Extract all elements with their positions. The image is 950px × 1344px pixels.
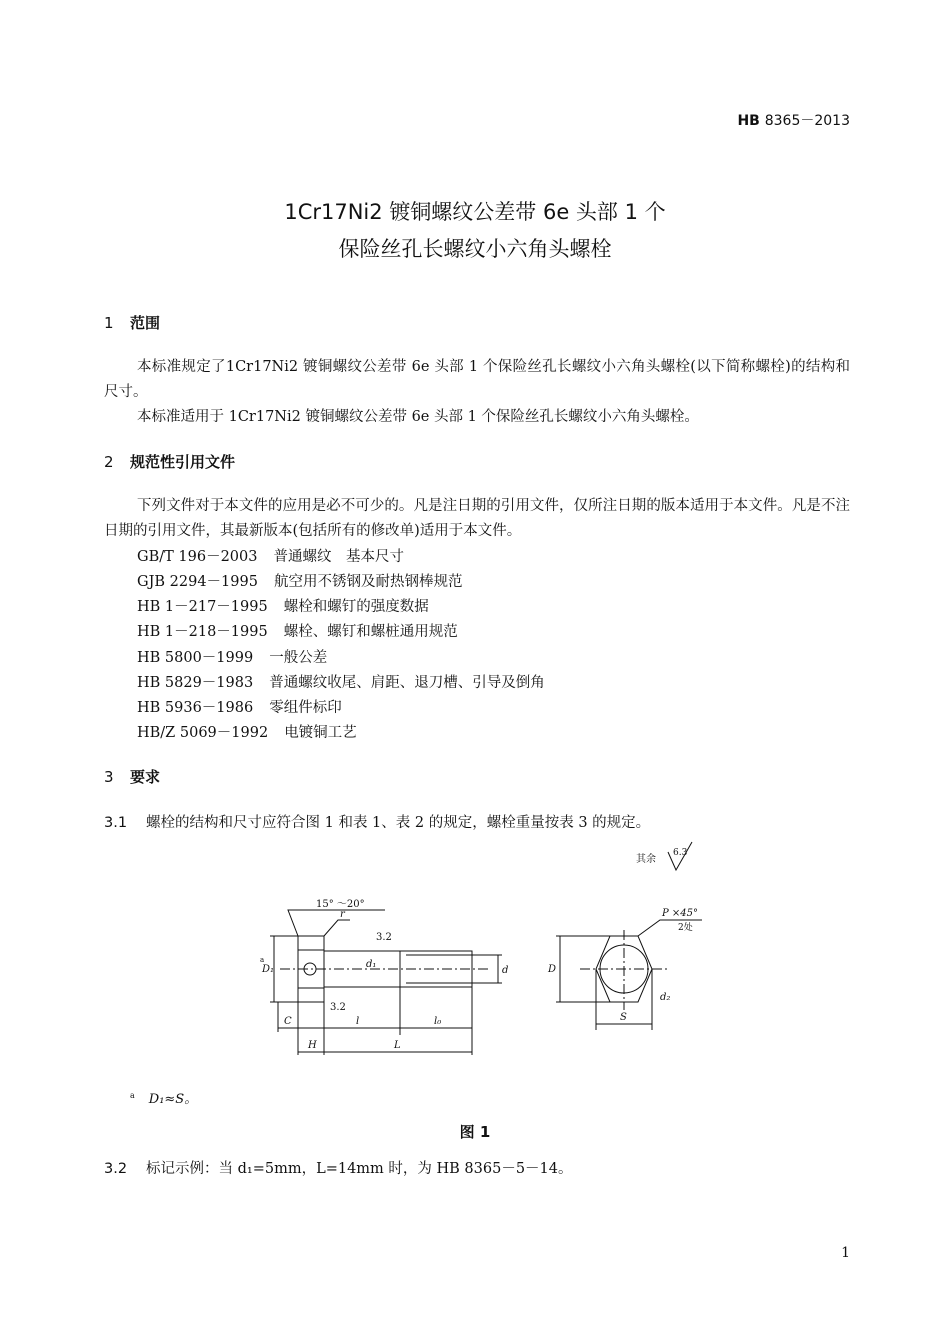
standard-code: [737, 110, 850, 130]
l0-label: l₀: [434, 1016, 442, 1027]
hex-d-label: D: [548, 964, 557, 975]
chamfer-label: P ×45°: [662, 908, 699, 919]
section-1-paragraph-2: 本标准适用于 1Cr17Ni2 镀铜螺纹公差带 6e 头部 1 个保险丝孔长螺纹小六角头螺栓。: [137, 409, 699, 425]
reference-code: HB 5936－1986: [137, 700, 254, 716]
clause-3-2: [104, 1157, 573, 1178]
reference-name: 零组件标印: [269, 700, 342, 716]
note-text: D₁≈S。: [148, 1092, 198, 1107]
clause-text: 螺栓的结构和尺寸应符合图 1 和表 1、表 2 的规定，螺栓重量按表 3 的规定。: [146, 815, 651, 831]
shank-diameter-label: d₁: [366, 959, 377, 970]
reference-item: [137, 646, 327, 667]
reference-item: [137, 671, 545, 692]
reference-code: HB/Z 5069－1992: [137, 725, 269, 741]
section-title: 范围: [130, 314, 161, 332]
reference-name: 螺栓和螺钉的强度数据: [283, 599, 429, 615]
roughness-label: 其余: [636, 854, 656, 865]
figure-caption: 图 1: [459, 1123, 491, 1141]
reference-item: [137, 595, 429, 616]
thread-diameter-label: d: [502, 965, 509, 976]
clause-number: 3.1: [104, 815, 128, 831]
standard-number: 8365－2013: [764, 113, 850, 129]
hole-diameter-label: d₂: [660, 992, 671, 1003]
reference-name: 普通螺纹 基本尺寸: [273, 549, 404, 565]
across-flats-label: S: [620, 1012, 627, 1023]
section-number: 2: [104, 453, 114, 471]
section-number: 3: [104, 768, 114, 786]
note-mark: a: [130, 1090, 135, 1100]
clause-3-1: [104, 811, 650, 832]
c-label: C: [284, 1016, 292, 1027]
reference-item: [137, 696, 342, 717]
reference-item: [137, 620, 458, 641]
reference-item: [137, 545, 404, 566]
section-2-paragraph-1: 下列文件对于本文件的应用是必不可少的。凡是注日期的引用文件，仅所注日期的版本适用于本文件。凡是不注日期的引用文件，其最新版本(包括所有的修改单)适用于本文件。: [104, 498, 850, 539]
reference-code: GJB 2294－1995: [137, 574, 258, 590]
document-title-line1: 1Cr17Ni2 镀铜螺纹公差带 6e 头部 1 个: [284, 200, 666, 224]
reference-code: GB/T 196－2003: [137, 549, 258, 565]
chamfer-count-label: 2处: [678, 923, 693, 933]
reference-code: HB 1－218－1995: [137, 624, 268, 640]
l-label: l: [356, 1016, 360, 1027]
surface-label-2: 3.2: [330, 1002, 346, 1013]
section-1-heading: [104, 312, 160, 333]
bolt-drawing: [240, 840, 720, 1070]
note-mark-label: a: [260, 956, 265, 964]
head-diameter-label: D₁: [262, 964, 275, 975]
roughness-value: 6.3: [673, 848, 688, 858]
reference-name: 航空用不锈钢及耐热钢棒规范: [273, 574, 463, 590]
reference-code: HB 5800－1999: [137, 650, 254, 666]
length-label: L: [394, 1040, 401, 1051]
section-title: 规范性引用文件: [130, 453, 236, 471]
reference-name: 螺栓、螺钉和螺桩通用规范: [283, 624, 458, 640]
figure-note: [130, 1088, 197, 1107]
clause-text: 标记示例：当 d₁=5mm，L=14mm 时，为 HB 8365－5－14。: [146, 1161, 573, 1177]
standard-prefix: HB: [737, 113, 760, 129]
document-title-line2: 保险丝孔长螺纹小六角头螺栓: [338, 237, 612, 261]
reference-name: 一般公差: [269, 650, 328, 666]
h-label: H: [308, 1040, 317, 1051]
section-title: 要求: [130, 768, 161, 786]
section-number: 1: [104, 314, 114, 332]
section-3-heading: [104, 766, 160, 787]
radius-label: r: [340, 909, 345, 920]
reference-code: HB 5829－1983: [137, 675, 254, 691]
reference-name: 电镀铜工艺: [284, 725, 357, 741]
angle-label: 15° ～20°: [316, 899, 365, 910]
page-number: 1: [841, 1245, 850, 1261]
reference-name: 普通螺纹收尾、肩距、退刀槽、引导及倒角: [269, 675, 545, 691]
reference-item: [137, 721, 357, 742]
surface-label-1: 3.2: [376, 932, 392, 943]
section-1-paragraph-1: 本标准规定了1Cr17Ni2 镀铜螺纹公差带 6e 头部 1 个保险丝孔长螺纹小六角头螺栓(以下简称螺栓)的结构和尺寸。: [104, 359, 850, 400]
section-2-heading: [104, 451, 235, 472]
reference-item: [137, 570, 462, 591]
reference-code: HB 1－217－1995: [137, 599, 268, 615]
clause-number: 3.2: [104, 1161, 128, 1177]
